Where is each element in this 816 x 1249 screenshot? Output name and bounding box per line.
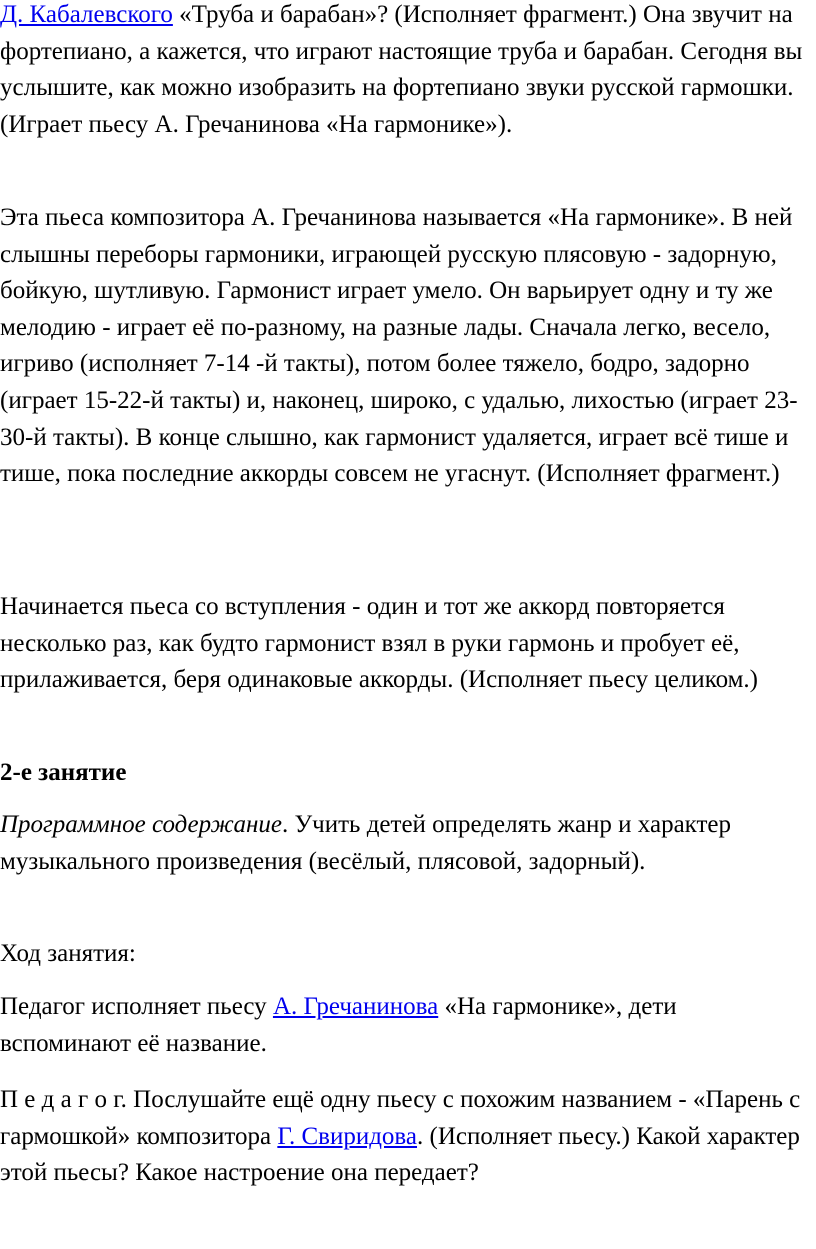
paragraph-lesson-flow: Ход занятия:	[0, 940, 136, 967]
paragraph-text: «На гармонике», дети вспоминают её название.	[0, 993, 677, 1057]
paragraph-text: . (Исполняет пьесу.) Какой характер этой пьесы? Какое настроение она передает?	[0, 1122, 800, 1187]
program-content-label: Программное содержание	[0, 811, 282, 838]
section-heading: 2-е занятие	[0, 759, 127, 786]
paragraph-text: Начинается пьеса со вступления - один и тот же аккорд повторяется несколько раз, как будто гармонист взял в руки гармонь и пробует её, прилаживается, беря одинаковые аккорды. (Исполняет пьесу целиком.)	[0, 593, 758, 694]
link-sviridov[interactable]: Г. Свиридова	[277, 1122, 418, 1150]
paragraph-text: П е д а г о г. Послушайте ещё одну пьесу с похожим названием - «Парень с гармошкой» композитора	[0, 1086, 801, 1150]
paragraph-text: Педагог исполняет пьесу	[0, 993, 273, 1020]
paragraph-text: «Труба и барабан»? (Исполняет фрагмент.) Она звучит на фортепиано, а кажется, что играют настоящие труба и барабан. Сегодня вы услышите, как можно изобразить на фортепиано звуки русской гармошки. (Играет пьесу А. Гречанинова «На гармонике»).	[0, 1, 803, 138]
link-grechaninov[interactable]: А. Гречанинова	[272, 993, 439, 1020]
link-kabalevsky[interactable]: Д. Кабалевского	[0, 1, 173, 28]
paragraph-kabalevsky	[0, 0, 810, 143]
paragraph-teacher-plays	[0, 989, 810, 1062]
paragraph-text: . Учить детей определять жанр и характер музыкального произведения (весёлый, плясовой, задорный).	[0, 811, 732, 875]
paragraph-teacher-question	[0, 1082, 810, 1192]
paragraph-text: Эта пьеса композитора А. Гречанинова называется «На гармонике». В ней слышны переборы гармоники, играющей русскую плясовую - задорную, бойкую, шутливую. Гармонист играет умело. Он варьирует одну и ту же мелодию - играет её по-разному, на разные лады. Сначала легко, весело, игриво (исполняет 7-14 -й такты), потом более тяжело, бодро, задорно (играет 15-22-й такты) и, наконец, широко, с удалью, лихостью (играет 23-30-й такты). В конце слышно, как гармонист удаляется, играет всё тише и тише, пока последние аккорды совсем не угаснут. (Исполняет фрагмент.)	[0, 204, 798, 488]
paragraph-introduction	[0, 589, 816, 699]
paragraph-grechaninov-description	[0, 200, 812, 493]
paragraph-program-content	[0, 807, 810, 880]
